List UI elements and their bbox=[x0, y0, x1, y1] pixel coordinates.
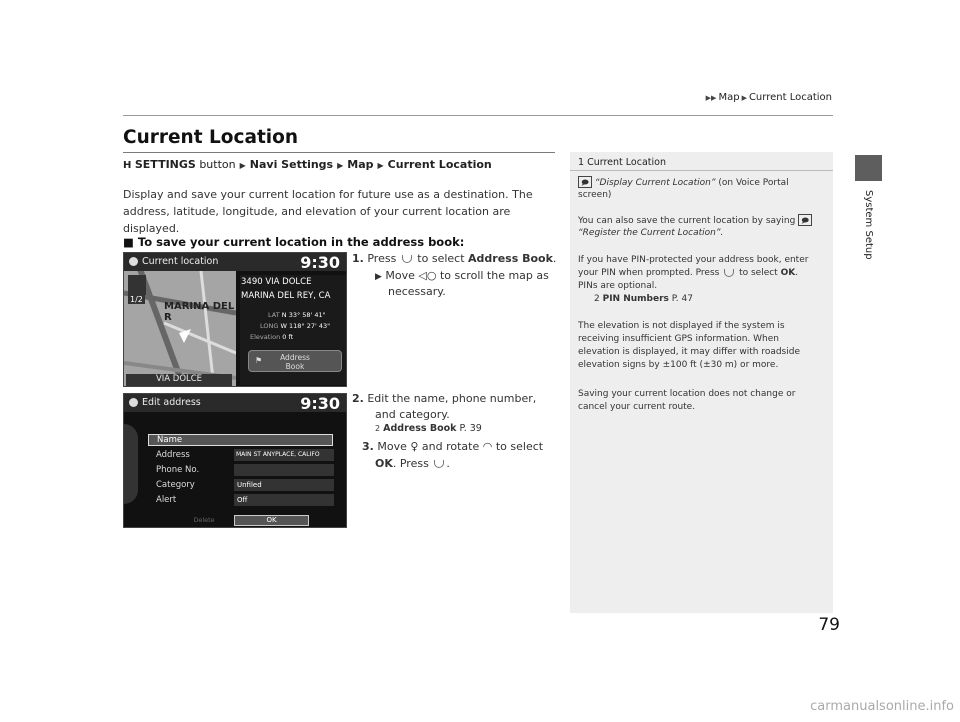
row-value bbox=[234, 464, 334, 476]
note-text: The elevation is not displayed if the system is bbox=[578, 321, 785, 331]
note-text: PINs are optional. bbox=[578, 281, 658, 291]
note-text: Saving your current location does not change or bbox=[578, 389, 796, 399]
path-settings: SETTINGS bbox=[134, 158, 196, 171]
note-text: You can also save the current location by saying bbox=[578, 216, 796, 226]
breadcrumb bbox=[704, 92, 832, 103]
note-text: elevation is displayed, it may differ with roadside bbox=[578, 347, 800, 357]
step-text: . Press bbox=[392, 457, 429, 470]
subheading-text: To save your current location in the address book: bbox=[137, 235, 465, 249]
step-text: and rotate bbox=[421, 440, 480, 453]
path-map: Map bbox=[347, 158, 374, 171]
clock: 9:30 bbox=[300, 394, 340, 413]
delete-button[interactable]: Delete bbox=[193, 516, 215, 524]
rotate-knob-icon: ◠ bbox=[482, 440, 493, 453]
step-number: 3. bbox=[362, 440, 374, 453]
arrow-icon: ▶ bbox=[375, 272, 382, 282]
enter-button-icon bbox=[434, 460, 444, 468]
step-1 bbox=[352, 250, 557, 267]
edit-row-name[interactable]: Name bbox=[148, 434, 333, 446]
note-ok: OK bbox=[780, 268, 796, 278]
step-3-cont bbox=[375, 455, 450, 472]
step-2 bbox=[352, 390, 557, 407]
elevation-row bbox=[250, 333, 346, 341]
step-3 bbox=[362, 438, 562, 455]
voice-talk-icon: 🗩 bbox=[578, 176, 592, 188]
voice-command: “Display Current Location” bbox=[594, 178, 716, 188]
row-value: MAIN ST ANYPLACE, CALIFO bbox=[234, 449, 334, 461]
map-scale: 1/2 bbox=[130, 295, 143, 304]
ref-page: P. 39 bbox=[459, 423, 482, 434]
note-text: to select bbox=[739, 268, 778, 278]
long-row bbox=[260, 322, 346, 330]
path-navi: Navi Settings bbox=[249, 158, 334, 171]
address-line-2: MARINA DEL REY, CA bbox=[241, 291, 331, 301]
address-book-icon: ⚑ bbox=[255, 356, 263, 365]
long-label: LONG bbox=[260, 322, 279, 330]
row-label: Address bbox=[156, 450, 190, 460]
watermark: carmanualsonline.info bbox=[810, 699, 954, 714]
row-value: Off bbox=[234, 494, 334, 506]
edit-row-address[interactable] bbox=[148, 449, 333, 461]
compass-icon bbox=[128, 275, 146, 295]
note-text: receiving insufficient GPS information. When bbox=[578, 334, 779, 344]
square-bullet-icon: ■ bbox=[123, 235, 134, 249]
note-text-line: your PIN when prompted. Press to select OK. bbox=[578, 268, 799, 278]
lat-label: LAT bbox=[268, 311, 280, 319]
ref-title: PIN Numbers bbox=[602, 294, 669, 304]
step-1-sub-cont: necessary. bbox=[388, 285, 446, 298]
reference-icon: 2 bbox=[375, 424, 381, 433]
arrow-icon: ▶▶ bbox=[705, 94, 717, 102]
note-text: “Register the Current Location”. bbox=[578, 228, 724, 238]
screen-header-title: Current location bbox=[142, 256, 219, 267]
sidebar-title-text: Current Location bbox=[587, 157, 666, 168]
row-value: Unfiled bbox=[234, 479, 334, 491]
voice-suffix: (on Voice Portal bbox=[718, 178, 789, 188]
note-paragraph bbox=[578, 214, 826, 228]
edit-row-alert[interactable] bbox=[148, 494, 333, 506]
step-2-cont: and category. bbox=[375, 408, 450, 421]
move-left-icon: ◁○ bbox=[418, 269, 437, 282]
note-text: elevation signs by ±100 ft (±30 m) or more. bbox=[578, 360, 779, 370]
path-current: Current Location bbox=[387, 158, 492, 171]
step-number: 1. bbox=[352, 252, 364, 265]
ok-button[interactable]: OK bbox=[234, 515, 309, 526]
note-text: your PIN when prompted. Press bbox=[578, 268, 720, 278]
edit-address-screen bbox=[123, 393, 347, 528]
divider bbox=[570, 170, 833, 171]
lat-value: N 33° 58' 41" bbox=[281, 311, 326, 319]
section-tab bbox=[855, 155, 882, 181]
long-value: W 118° 27' 43" bbox=[280, 322, 331, 330]
pin-numbers-ref[interactable] bbox=[594, 293, 842, 306]
ref-page: P. 47 bbox=[671, 294, 693, 304]
step-text: Move bbox=[377, 440, 407, 453]
voice-suffix-2: screen) bbox=[578, 190, 612, 200]
map-area bbox=[124, 253, 236, 387]
ref-title: Address Book bbox=[383, 423, 457, 434]
path-button-word: button bbox=[199, 158, 236, 171]
arrow-icon: ▶ bbox=[239, 161, 246, 170]
arrow-icon: ▶ bbox=[741, 94, 747, 102]
step-text: to scroll the map as bbox=[439, 269, 549, 282]
row-label: Phone No. bbox=[156, 465, 200, 475]
section-label-text: System Setup bbox=[863, 190, 874, 260]
voice-talk-icon: 🗩 bbox=[798, 214, 812, 226]
clock: 9:30 bbox=[300, 253, 340, 272]
arrow-icon: ▶ bbox=[337, 161, 344, 170]
menu-path bbox=[123, 158, 492, 171]
reference-icon: 2 bbox=[594, 294, 600, 304]
lat-row bbox=[268, 311, 346, 319]
step-text: . bbox=[446, 457, 450, 470]
joystick-icon: ♀ bbox=[410, 440, 419, 453]
elev-value: 0 ft bbox=[282, 333, 294, 341]
elev-label: Elevation bbox=[250, 333, 281, 341]
address-book-label-1: Address bbox=[280, 353, 310, 362]
street-name: VIA DOLCE bbox=[126, 374, 232, 387]
breadcrumb-current: Current Location bbox=[748, 92, 832, 103]
section-label bbox=[848, 190, 888, 260]
step-text: Edit the name, phone number, bbox=[367, 392, 537, 405]
divider bbox=[123, 115, 833, 116]
sidebar-notes bbox=[570, 152, 833, 613]
step-text: Move bbox=[385, 269, 415, 282]
row-label: Alert bbox=[156, 495, 177, 505]
divider bbox=[123, 152, 555, 153]
home-icon: H bbox=[123, 160, 132, 171]
screen-header-title: Edit address bbox=[142, 397, 201, 408]
current-location-screen bbox=[123, 252, 347, 387]
address-book-label-2: Book bbox=[285, 362, 305, 371]
voice-command-note bbox=[578, 176, 826, 190]
step-text: Press bbox=[367, 252, 397, 265]
step-text: to select bbox=[495, 440, 544, 453]
address-book-button[interactable] bbox=[248, 350, 342, 372]
breadcrumb-map: Map bbox=[718, 92, 740, 103]
edit-row-category[interactable] bbox=[148, 479, 333, 491]
step-target: Address Book bbox=[468, 252, 553, 265]
enter-button-icon bbox=[724, 269, 734, 277]
page-title: Current Location bbox=[123, 127, 299, 148]
sidebar-title bbox=[578, 157, 666, 168]
step-text: . bbox=[552, 252, 557, 265]
knob-arc bbox=[124, 424, 138, 504]
page-number: 79 bbox=[818, 615, 840, 635]
note-text: cancel your current route. bbox=[578, 402, 696, 412]
step-number: 2. bbox=[352, 392, 364, 405]
enter-button-icon bbox=[402, 255, 412, 263]
map-area-label: MARINA DEL R bbox=[164, 301, 235, 323]
edit-row-phone[interactable] bbox=[148, 464, 333, 476]
note-icon: 1 bbox=[578, 157, 585, 168]
row-label: Category bbox=[156, 480, 195, 490]
note-text: If you have PIN-protected your address book, enter bbox=[578, 255, 809, 265]
step-target: OK bbox=[375, 457, 393, 470]
arrow-icon: ▶ bbox=[377, 161, 384, 170]
gear-icon bbox=[129, 257, 138, 266]
address-line-1: 3490 VIA DOLCE bbox=[241, 277, 312, 287]
step-text: to select bbox=[417, 252, 465, 265]
location-info-panel bbox=[240, 275, 346, 385]
description: Display and save your current location for future use as a destination. The address, latitude, longitude, and elevation of your current location are displayed. bbox=[123, 188, 533, 235]
step-2-ref[interactable] bbox=[375, 423, 482, 434]
subheading bbox=[123, 235, 464, 249]
gear-icon bbox=[129, 398, 138, 407]
